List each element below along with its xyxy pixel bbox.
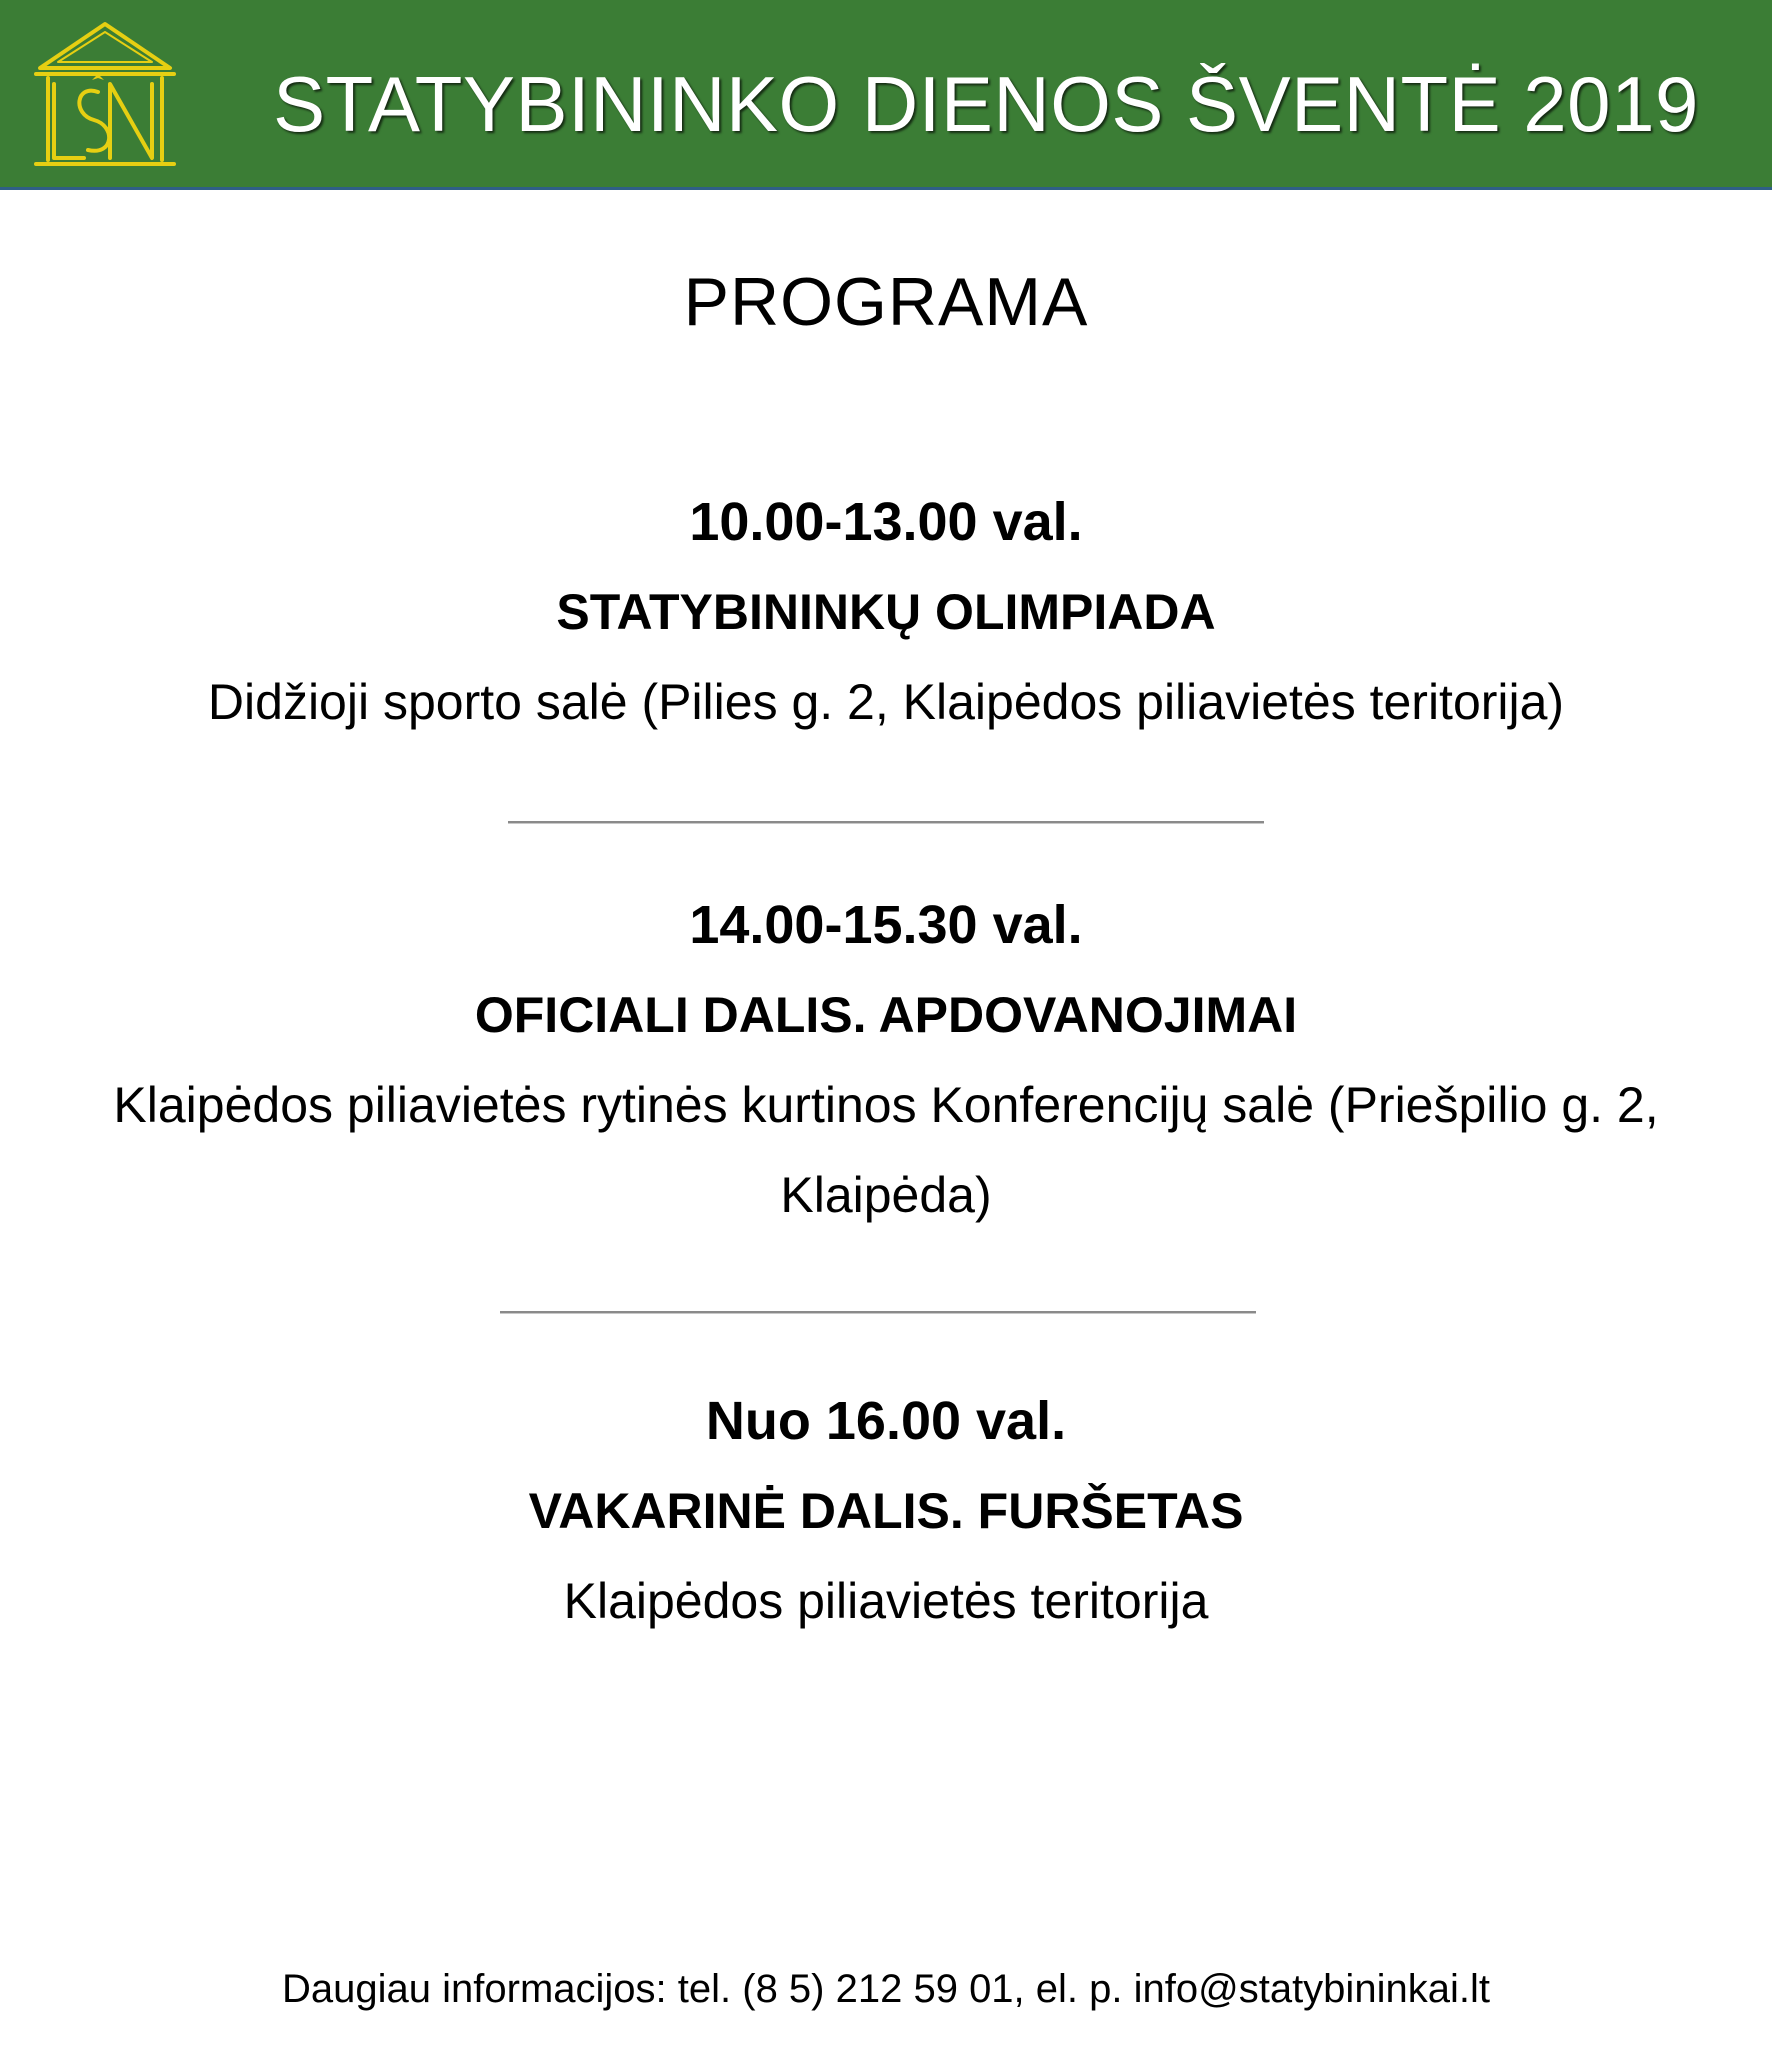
lsn-building-logo-icon [32, 18, 178, 172]
footer-contact-info: Daugiau informacijos: tel. (8 5) 212 59 01, el. p. info@statybininkai.lt [282, 1967, 1490, 2011]
program-title: PROGRAMA [683, 264, 1089, 340]
item-place: Klaipėdos piliavietės teritorija [563, 1573, 1209, 1629]
section-divider [508, 821, 1264, 824]
program-item-3 [0, 1376, 1772, 1646]
item-event: OFICIALI DALIS. APDOVANOJIMAI [474, 987, 1298, 1043]
item-event: VAKARINĖ DALIS. FURŠETAS [528, 1483, 1244, 1539]
header-title: STATYBININKO DIENOS ŠVENTĖ 2019 [273, 60, 1699, 148]
program-item-1 [0, 477, 1772, 747]
item-time: 14.00-15.30 val. [689, 895, 1083, 955]
item-place: Didžioji sporto salė (Pilies g. 2, Klaipėdos piliavietės teritorija) [207, 674, 1565, 730]
item-time: 10.00-13.00 val. [689, 492, 1083, 552]
program-item-2 [0, 880, 1772, 1240]
item-event: STATYBININKŲ OLIMPIADA [556, 584, 1216, 640]
item-time: Nuo 16.00 val. [705, 1391, 1067, 1451]
header-banner [0, 0, 1772, 190]
item-place: Klaipėdos piliavietės rytinės kurtinos Konferencijų salė (Priešpilio g. 2, Klaipėda) [113, 1077, 1659, 1223]
section-divider [500, 1311, 1256, 1314]
